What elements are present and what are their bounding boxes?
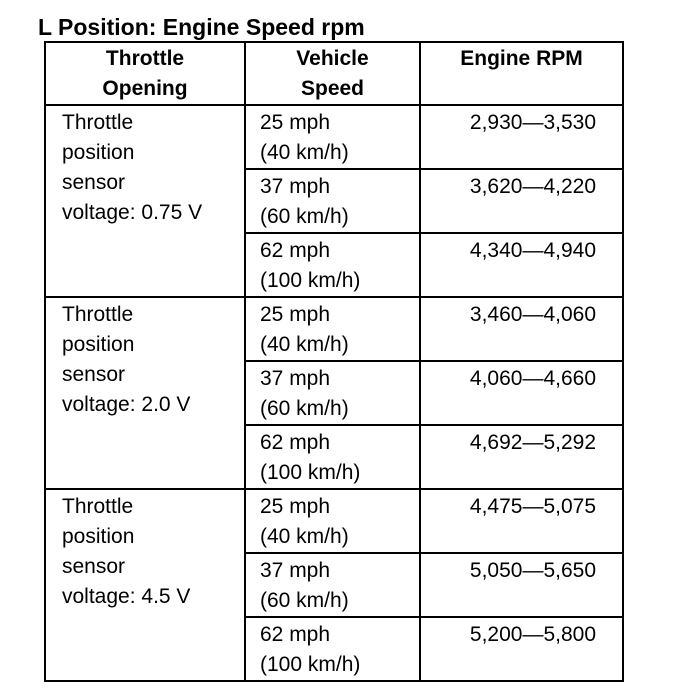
header-engine-rpm (420, 42, 623, 105)
engine-rpm-cell: 4,475—5,075 (420, 489, 623, 553)
speed-mph: 37 mph (260, 367, 331, 390)
engine-rpm-cell: 4,340—4,940 (420, 233, 623, 297)
throttle-opening-cell (45, 297, 245, 489)
vehicle-speed-cell (245, 105, 420, 169)
engine-rpm-cell: 2,930—3,530 (420, 105, 623, 169)
opening-line: position (62, 141, 135, 164)
table-header-row (45, 42, 623, 105)
opening-line: position (62, 525, 135, 548)
engine-rpm-cell: 5,200—5,800 (420, 617, 623, 681)
speed-mph: 62 mph (260, 239, 331, 262)
speed-mph: 37 mph (260, 175, 331, 198)
speed-kmh: (100 km/h) (260, 461, 361, 484)
speed-kmh: (100 km/h) (260, 269, 361, 292)
table-row (45, 105, 623, 169)
vehicle-speed-cell (245, 617, 420, 681)
speed-kmh: (40 km/h) (260, 141, 349, 164)
vehicle-speed-cell (245, 297, 420, 361)
opening-line: Throttle (62, 111, 134, 134)
throttle-opening-cell (45, 489, 245, 681)
opening-line: sensor (62, 363, 126, 386)
vehicle-speed-cell (245, 169, 420, 233)
table-row (45, 489, 623, 553)
throttle-opening-cell (45, 105, 245, 297)
speed-mph: 62 mph (260, 431, 331, 454)
speed-kmh: (60 km/h) (260, 397, 349, 420)
engine-rpm-cell: 4,692—5,292 (420, 425, 623, 489)
speed-mph: 25 mph (260, 303, 331, 326)
speed-kmh: (60 km/h) (260, 589, 349, 612)
opening-line: voltage: 4.5 V (62, 585, 191, 608)
header-line: Vehicle (296, 47, 369, 70)
engine-speed-table (44, 41, 624, 682)
vehicle-speed-cell (245, 489, 420, 553)
header-line: Engine RPM (460, 47, 583, 70)
speed-kmh: (40 km/h) (260, 525, 349, 548)
header-line: Speed (300, 77, 365, 100)
vehicle-speed-cell (245, 425, 420, 489)
opening-line: Throttle (62, 495, 134, 518)
speed-kmh: (40 km/h) (260, 333, 349, 356)
opening-line: voltage: 2.0 V (62, 393, 191, 416)
speed-kmh: (60 km/h) (260, 205, 349, 228)
engine-rpm-cell: 4,060—4,660 (420, 361, 623, 425)
engine-rpm-cell: 5,050—5,650 (420, 553, 623, 617)
engine-rpm-cell: 3,620—4,220 (420, 169, 623, 233)
speed-mph: 37 mph (260, 559, 331, 582)
header-line: Opening (102, 77, 188, 100)
opening-line: position (62, 333, 135, 356)
opening-line: voltage: 0.75 V (62, 201, 203, 224)
speed-mph: 62 mph (260, 623, 331, 646)
vehicle-speed-cell (245, 361, 420, 425)
speed-mph: 25 mph (260, 111, 331, 134)
header-throttle-opening (45, 42, 245, 105)
engine-rpm-cell: 3,460—4,060 (420, 297, 623, 361)
opening-line: sensor (62, 555, 126, 578)
header-vehicle-speed (245, 42, 420, 105)
speed-kmh: (100 km/h) (260, 653, 361, 676)
header-line: Throttle (105, 47, 185, 70)
vehicle-speed-cell (245, 233, 420, 297)
vehicle-speed-cell (245, 553, 420, 617)
page-title: L Position: Engine Speed rpm (38, 14, 365, 40)
opening-line: sensor (62, 171, 126, 194)
opening-line: Throttle (62, 303, 134, 326)
speed-mph: 25 mph (260, 495, 331, 518)
table-row (45, 297, 623, 361)
